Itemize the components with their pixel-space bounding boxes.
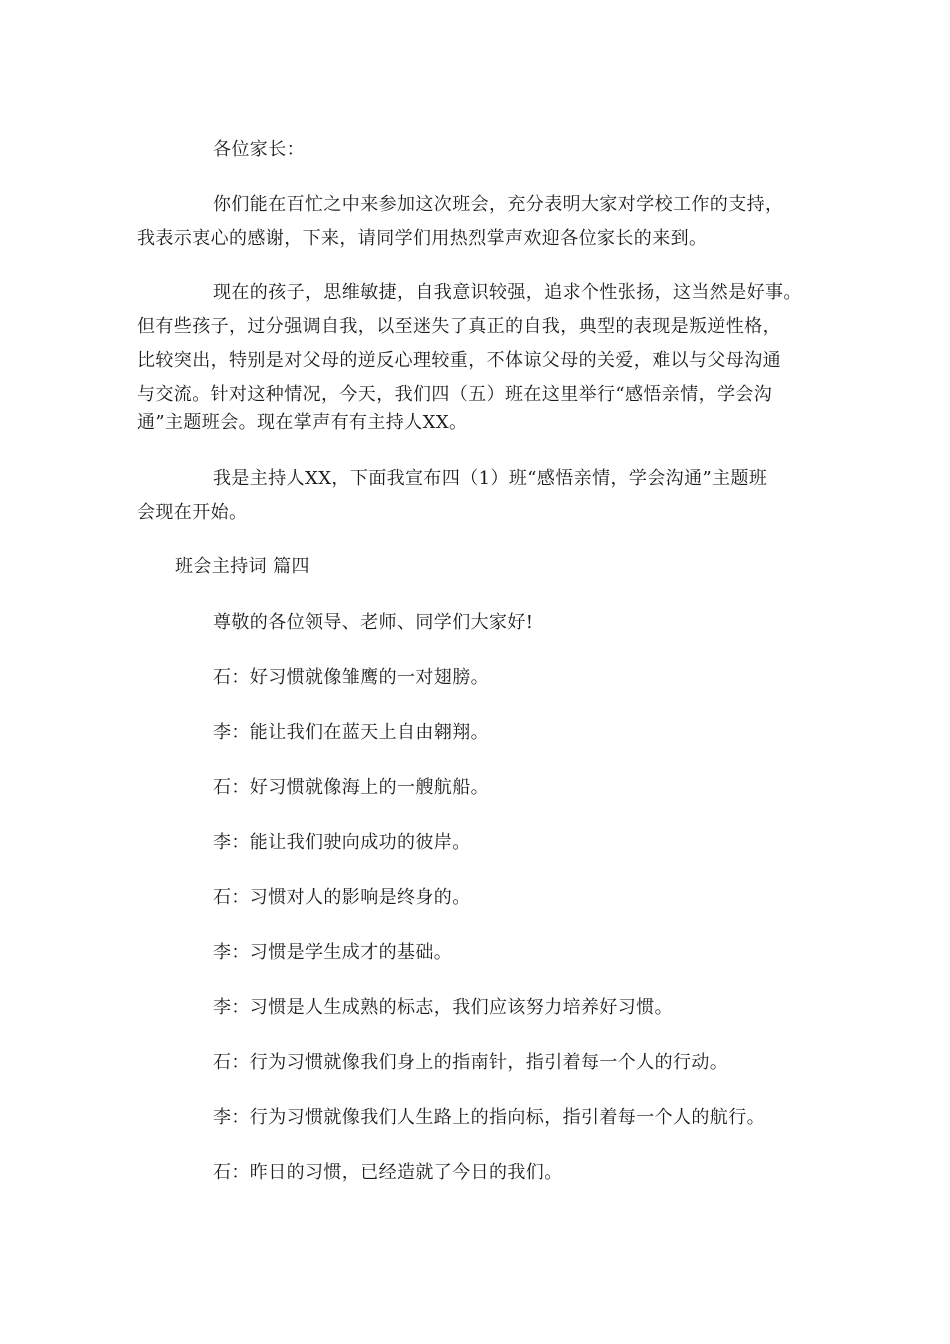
paragraph-1-line-1: 你们能在百忙之中来参加这次班会，充分表明大家对学校工作的支持， — [213, 194, 784, 215]
salutation: 各位家长： — [213, 139, 305, 160]
dialogue-line: 石：行为习惯就像我们身上的指南针，指引着每一个人的行动。 — [213, 1052, 729, 1073]
section-heading: 班会主持词 篇四 — [175, 556, 310, 577]
dialogue-line: 石：好习惯就像雏鹰的一对翅膀。 — [213, 667, 489, 688]
paragraph-3-line-1: 我是主持人XX，下面我宣布四（1）班“感悟亲情，学会沟通”主题班 — [213, 468, 768, 489]
dialogue-line: 李：习惯是人生成熟的标志，我们应该努力培养好习惯。 — [213, 997, 673, 1018]
paragraph-2-line-1: 现在的孩子，思维敏捷，自我意识较强，追求个性张扬，这当然是好事。 — [213, 282, 802, 303]
dialogue-line: 石：昨日的习惯，已经造就了今日的我们。 — [213, 1162, 563, 1183]
dialogue-line: 石：习惯对人的影响是终身的。 — [213, 887, 471, 908]
paragraph-1-line-2: 我表示衷心的感谢，下来，请同学们用热烈掌声欢迎各位家长的来到。 — [137, 228, 708, 249]
dialogue-line: 李：行为习惯就像我们人生路上的指向标，指引着每一个人的航行。 — [213, 1107, 765, 1128]
dialogue-line: 李：能让我们驶向成功的彼岸。 — [213, 832, 471, 853]
paragraph-2-line-4: 与交流。针对这种情况，今天，我们四（五）班在这里举行“感悟亲情，学会沟 — [137, 384, 773, 405]
dialogue-line: 李：习惯是学生成才的基础。 — [213, 942, 453, 963]
paragraph-2-line-2: 但有些孩子，过分强调自我，以至迷失了真正的自我，典型的表现是叛逆性格， — [137, 316, 781, 337]
greeting: 尊敬的各位领导、老师、同学们大家好! — [213, 612, 534, 633]
paragraph-2-line-3: 比较突出，特别是对父母的逆反心理较重，不体谅父母的关爱，难以与父母沟通 — [137, 350, 781, 371]
paragraph-3-line-2: 会现在开始。 — [137, 502, 248, 523]
dialogue-line: 李：能让我们在蓝天上自由翱翔。 — [213, 722, 489, 743]
paragraph-2-line-5: 通”主题班会。现在掌声有有主持人XX。 — [137, 412, 468, 433]
dialogue-line: 石：好习惯就像海上的一艘航船。 — [213, 777, 489, 798]
